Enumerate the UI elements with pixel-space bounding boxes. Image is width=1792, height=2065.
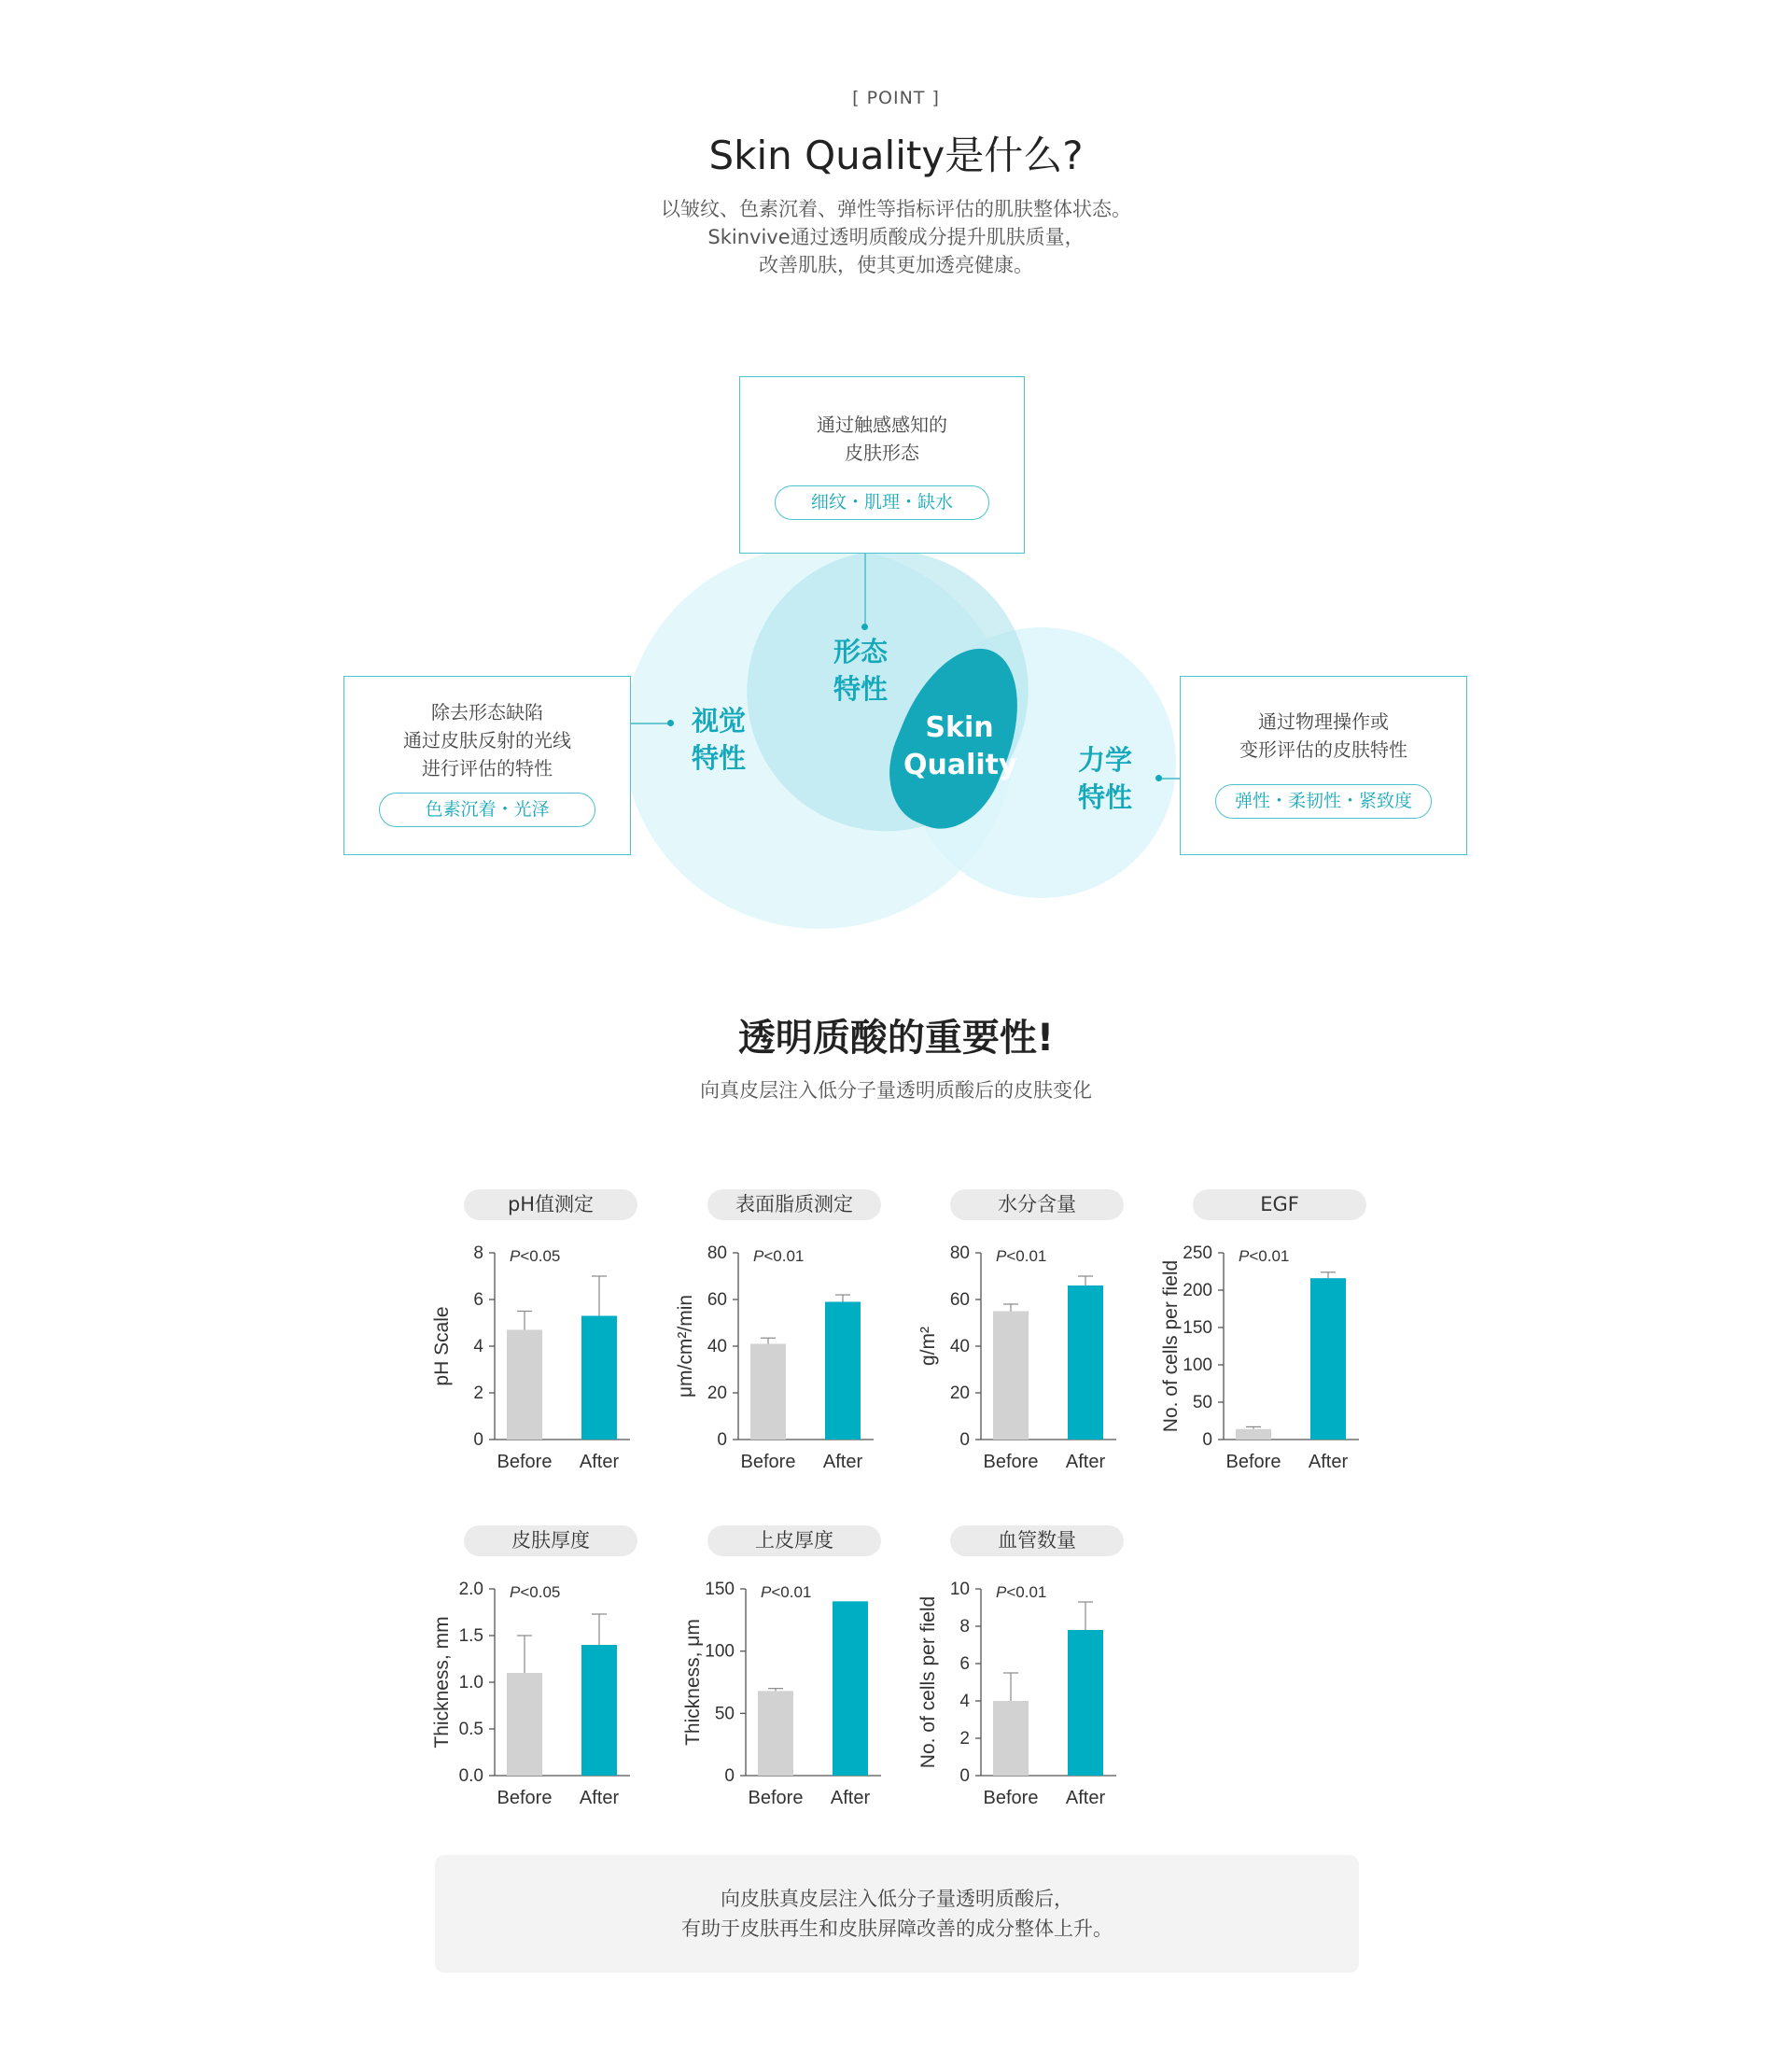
visual-info-line-2: 通过皮肤反射的光线 (403, 729, 571, 752)
chart-title: EGF (1193, 1189, 1366, 1220)
p-value-label: P<0.01 (996, 1247, 1047, 1265)
chart-title: 表面脂质测定 (707, 1189, 881, 1220)
bar-after (1068, 1285, 1103, 1440)
y-tick-label: 0 (473, 1430, 483, 1450)
visual-label: 视觉 特性 (691, 705, 746, 774)
p-value-label: P<0.01 (996, 1583, 1047, 1601)
x-tick-label: After (830, 1788, 871, 1808)
form-connector (864, 554, 866, 626)
skin-thickness-chart (420, 1568, 644, 1811)
form-label: 形态 特性 (833, 636, 888, 705)
mechanical-info-line-1: 通过物理操作或 (1258, 710, 1389, 733)
section-title: 透明质酸的重要性! (737, 1017, 1055, 1060)
y-tick-label: 100 (705, 1641, 735, 1662)
y-axis-label: g/m² (917, 1327, 939, 1366)
x-tick-label: After (1065, 1452, 1106, 1472)
y-tick-label: 6 (959, 1654, 970, 1674)
lipid-chart (664, 1232, 888, 1475)
bar-before (507, 1673, 542, 1776)
x-tick-label: Before (748, 1788, 804, 1808)
y-tick-label: 2.0 (458, 1580, 483, 1599)
x-tick-label: Before (497, 1788, 553, 1808)
mechanical-info-line-2: 变形评估的皮肤特性 (1239, 738, 1407, 761)
bar-after (833, 1601, 868, 1776)
description-line-2: Skinvive通过透明质酸成分提升肌肤质量， (707, 226, 1085, 248)
summary-box (435, 1855, 1359, 1973)
chart-title: 水分含量 (950, 1189, 1124, 1220)
bar-before (1236, 1429, 1271, 1440)
chart-title: 上皮厚度 (707, 1525, 881, 1556)
y-tick-label: 0 (724, 1766, 735, 1786)
description-line-1: 以皱纹、色素沉着、弹性等指标评估的肌肤整体状态。 (661, 198, 1131, 220)
mechanical-dot (1155, 775, 1162, 781)
form-pill: 细纹・肌理・缺水 (775, 485, 989, 520)
egf-chart (1149, 1232, 1373, 1475)
skin-quality-label: Skin Quality (903, 711, 1017, 781)
y-tick-label: 4 (959, 1692, 970, 1711)
mechanical-connector (1159, 778, 1180, 780)
y-tick-label: 0.0 (458, 1766, 483, 1786)
form-info-line-2: 皮肤形态 (845, 442, 919, 464)
ph-chart (420, 1232, 644, 1475)
bar-before (507, 1330, 542, 1440)
y-tick-label: 60 (707, 1290, 727, 1310)
y-tick-label: 0.5 (458, 1720, 483, 1739)
p-value-label: P<0.05 (510, 1247, 561, 1265)
y-axis-label: pH Scale (431, 1306, 453, 1386)
y-tick-label: 0 (717, 1430, 727, 1450)
y-tick-label: 40 (707, 1337, 727, 1356)
y-tick-label: 8 (473, 1243, 483, 1263)
y-tick-label: 40 (949, 1337, 970, 1356)
bar-after (1068, 1630, 1103, 1776)
x-tick-label: After (579, 1788, 620, 1808)
chart-title: 皮肤厚度 (464, 1525, 637, 1556)
p-value-label: P<0.01 (753, 1247, 805, 1265)
p-value-label: P<0.01 (761, 1583, 812, 1601)
y-tick-label: 20 (707, 1384, 727, 1403)
y-tick-label: 0 (959, 1430, 970, 1450)
bar-before (750, 1344, 786, 1440)
visual-connector (631, 723, 670, 724)
y-tick-label: 20 (949, 1384, 970, 1403)
x-tick-label: After (822, 1452, 863, 1472)
y-axis-label: No. of cells per field (917, 1595, 939, 1769)
summary-line-1: 向皮肤真皮层注入低分子量透明质酸后， (721, 1888, 1073, 1910)
x-tick-label: Before (983, 1788, 1039, 1808)
bar-after (825, 1302, 861, 1440)
form-info-line-1: 通过触感感知的 (817, 414, 947, 436)
visual-dot (667, 720, 674, 726)
visual-info-box (343, 676, 631, 855)
mechanical-info-box (1180, 676, 1467, 855)
visual-info-line-3: 进行评估的特性 (422, 757, 553, 780)
y-tick-label: 1.5 (458, 1626, 483, 1646)
mechanical-pill: 弹性・柔韧性・紧致度 (1215, 784, 1432, 819)
page-title: Skin Quality是什么? (708, 133, 1084, 178)
y-tick-label: 80 (949, 1243, 970, 1263)
visual-info-line-1: 除去形态缺陷 (431, 701, 543, 723)
chart-title: 血管数量 (950, 1525, 1124, 1556)
y-tick-label: 50 (1192, 1393, 1212, 1412)
summary-line-2: 有助于皮肤再生和皮肤屏障改善的成分整体上升。 (681, 1918, 1113, 1940)
y-tick-label: 4 (473, 1337, 483, 1356)
x-tick-label: After (579, 1452, 620, 1472)
epidermis-chart (671, 1568, 895, 1811)
p-value-label: P<0.01 (1239, 1247, 1290, 1265)
bar-after (581, 1645, 617, 1776)
y-tick-label: 250 (1183, 1243, 1212, 1263)
x-tick-label: After (1308, 1452, 1349, 1472)
y-tick-label: 0 (959, 1766, 970, 1786)
mechanical-label: 力学 特性 (1077, 744, 1132, 813)
y-tick-label: 80 (707, 1243, 727, 1263)
y-axis-label: μm/cm²/min (675, 1294, 696, 1398)
p-value-label: P<0.05 (510, 1583, 561, 1601)
y-tick-label: 60 (949, 1290, 970, 1310)
bar-before (993, 1312, 1029, 1440)
form-dot (861, 624, 868, 630)
bar-before (993, 1701, 1029, 1776)
y-tick-label: 150 (1183, 1318, 1212, 1338)
bar-after (1310, 1278, 1346, 1440)
visual-pill: 色素沉着・光泽 (379, 793, 595, 827)
y-tick-label: 50 (714, 1704, 735, 1724)
point-label: [ POINT ] (852, 88, 940, 108)
x-tick-label: Before (740, 1452, 796, 1472)
y-tick-label: 6 (473, 1290, 483, 1310)
moisture-chart (906, 1232, 1130, 1475)
y-tick-label: 1.0 (458, 1673, 483, 1693)
chart-title: pH值测定 (464, 1189, 637, 1220)
y-axis-label: Thickness, mm (431, 1616, 453, 1749)
y-tick-label: 2 (473, 1384, 483, 1403)
bar-before (758, 1691, 793, 1776)
x-tick-label: After (1065, 1788, 1106, 1808)
y-axis-label: No. of cells per field (1160, 1259, 1182, 1433)
y-tick-label: 8 (959, 1617, 970, 1637)
y-tick-label: 200 (1183, 1281, 1212, 1300)
x-tick-label: Before (497, 1452, 553, 1472)
section-subtitle: 向真皮层注入低分子量透明质酸后的皮肤变化 (700, 1079, 1092, 1102)
bar-after (581, 1316, 617, 1440)
y-tick-label: 2 (959, 1729, 970, 1749)
x-tick-label: Before (1225, 1452, 1281, 1472)
x-tick-label: Before (983, 1452, 1039, 1472)
y-tick-label: 10 (949, 1580, 970, 1599)
y-tick-label: 100 (1183, 1356, 1212, 1375)
vessels-chart (906, 1568, 1130, 1811)
description-line-3: 改善肌肤，使其更加透亮健康。 (759, 254, 1033, 276)
y-tick-label: 150 (705, 1580, 735, 1599)
form-info-box (739, 376, 1025, 554)
y-tick-label: 0 (1202, 1430, 1212, 1450)
y-axis-label: Thickness, μm (682, 1619, 704, 1746)
